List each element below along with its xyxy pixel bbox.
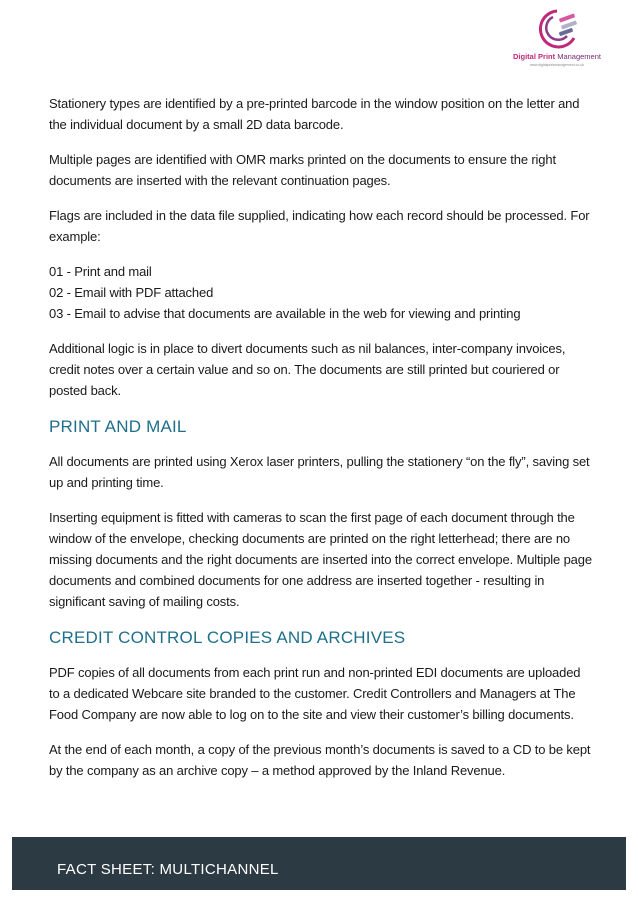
intro-paragraph-flags: Flags are included in the data file supplied, indicating how each record should be processed. For example: <box>49 208 590 244</box>
credit-control-paragraph-2: At the end of each month, a copy of the previous month’s documents is saved to a CD to be kept by the company as an archive copy – a method approved by the Inland Revenue. <box>49 742 591 778</box>
flag-item: 02 - Email with PDF attached <box>49 285 214 300</box>
section-heading-credit-control: CREDIT CONTROL COPIES AND ARCHIVES <box>49 628 406 647</box>
flag-item: 03 - Email to advise that documents are available in the web for viewing and printing <box>49 306 521 321</box>
print-mail-paragraph-1: All documents are printed using Xerox laser printers, pulling the stationery “on the fly”, saving set up and printing time. <box>49 454 590 490</box>
section-heading-print-mail: PRINT AND MAIL <box>49 417 187 436</box>
logo-url: www.digitalprintmanagement.co.uk <box>529 63 585 67</box>
logo-mark-icon <box>530 8 584 52</box>
flag-item: 01 - Print and mail <box>49 264 152 279</box>
credit-control-paragraph-1: PDF copies of all documents from each print run and non-printed EDI documents are uploaded to a dedicated Webcare site branded to the customer. Credit Controllers and Managers at The Food Company are now able to log on to the site and view their customer’s billing documents. <box>49 665 581 722</box>
intro-paragraph-omr: Multiple pages are identified with OMR marks printed on the documents to ensure the right documents are inserted with the relevant continuation pages. <box>49 152 556 188</box>
print-mail-paragraph-2: Inserting equipment is fitted with cameras to scan the first page of each document through the window of the envelope, checking documents are printed on the right letterhead; there are no missing documents and the right documents are inserted into the correct envelope. Multiple page documents and combined documents for one address are inserted together - resulting in significant saving of mailing costs. <box>49 510 592 609</box>
document-body <box>49 93 594 795</box>
logo-brand-text: Digital Print Management <box>513 52 601 61</box>
intro-paragraph-stationery: Stationery types are identified by a pre-printed barcode in the window position on the letter and the individual document by a small 2D data barcode. <box>49 96 580 132</box>
company-logo <box>492 8 622 68</box>
intro-paragraph-logic: Additional logic is in place to divert documents such as nil balances, inter-company invoices, credit notes over a certain value and so on. The documents are still printed but couriered or posted back. <box>49 341 566 398</box>
flags-list <box>49 261 594 324</box>
footer-banner <box>12 837 626 890</box>
footer-title: FACT SHEET: MULTICHANNEL <box>57 861 279 878</box>
